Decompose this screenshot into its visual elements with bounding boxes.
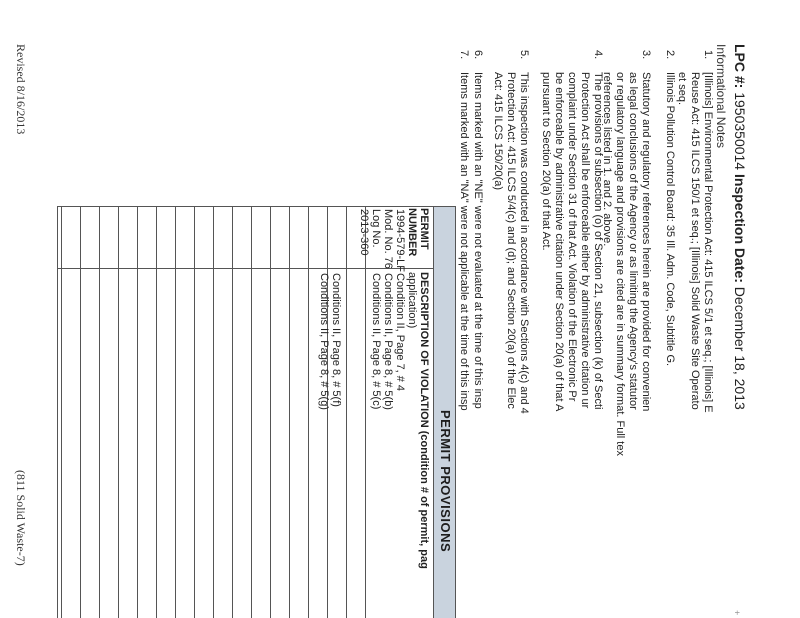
permit-number-cell: Log No. <box>370 209 382 248</box>
note-text <box>600 72 652 618</box>
permit-number-cell: 2013-360 <box>358 209 370 256</box>
table-row-rule <box>270 206 271 618</box>
note-number: 3. <box>640 50 652 60</box>
table-row-rule <box>99 206 100 618</box>
banner-top-border <box>455 206 456 618</box>
note-line: Protection Act shall be enforceable either by administrative citation ur <box>579 72 591 409</box>
description-header: DESCRIPTION OF VIOLATION (condition # of permit, pag application) <box>406 272 430 569</box>
violation-description-cell: Condition II, Page 7, # 4 <box>394 273 406 392</box>
table-row-rule <box>137 206 138 618</box>
note-line: Statutory and regulatory references herein are provided for convenien <box>640 72 652 412</box>
table-row-rule <box>118 206 119 618</box>
inspection-date-label: Inspection Date: <box>732 174 748 283</box>
note-line: references listed in 1. and 2. above. <box>601 72 613 247</box>
lpc-label: LPC #: <box>732 44 748 89</box>
violation-description-cell: Conditions II, Page 8, # 5(g) <box>318 273 330 410</box>
note-text <box>491 72 530 618</box>
note-number: 7. <box>458 50 470 60</box>
table-row-rule <box>232 206 233 618</box>
form-id: (811 Solid Waste-7) <box>14 470 28 566</box>
note-line: complaint under Section 31 of that Act. Violation of the Electronic Pr <box>566 72 578 402</box>
permit-number-cell: Mod. No. 76 <box>382 209 394 269</box>
note-line: pursuant to Section 20(a) of that Act. <box>540 72 552 251</box>
table-row-rule <box>327 206 328 618</box>
table-bottom-border <box>57 206 58 618</box>
note-number: 1. <box>702 50 714 60</box>
table-row-rule <box>61 206 62 618</box>
permit-number-header: PERMIT NUMBER <box>406 208 430 257</box>
revised-date: Revised 8/16/2013 <box>14 44 28 135</box>
inspection-date: December 18, 2013 <box>732 286 748 410</box>
violation-description-cell: Conditions II, Page 8, # 5(f) <box>330 273 342 407</box>
note-line: Reuse Act: 415 ILCS 150/1 et seq.; [Illinois] Solid Waste Site Operato <box>689 72 701 410</box>
permit-provisions-title: PERMIT PROVISIONS <box>438 410 453 553</box>
informational-notes-heading: Informational Notes <box>714 44 728 149</box>
note-text <box>471 72 484 618</box>
column-divider <box>58 268 434 269</box>
note-line: et seq. <box>676 72 688 106</box>
margin-mark: + <box>732 610 742 616</box>
note-text <box>663 72 676 618</box>
note-text <box>457 72 470 618</box>
violation-description-cell: Conditions II, Page 8, # 5(b) <box>382 273 394 410</box>
table-row-rule <box>194 206 195 618</box>
note-line: Items marked with an "NE" were not evaluated at the time of this insp <box>472 72 484 409</box>
lpc-number: 1950350014 <box>732 92 748 171</box>
note-line: as legal conclusions of the Agency or as limiting the Agency's statutor <box>627 72 639 410</box>
note-line: Act: 415 ILCS 150/20(a) <box>492 72 504 191</box>
note-text <box>539 72 604 618</box>
violation-description-cell: Conditions II, Page 8, # 5(c) <box>370 273 382 410</box>
table-row-rule <box>308 206 309 618</box>
note-line: be enforceable by administrative citation under Section 20(a) of that A <box>553 72 565 412</box>
note-line: Protection Act: 415 ILCS 5/4(c) and (d); and Section 20(a) of the Elec <box>505 72 517 409</box>
banner-bottom-border <box>433 206 434 618</box>
table-row-rule <box>365 206 366 618</box>
note-line: or regulatory language and provisions are cited are in summary format. Full tex <box>614 72 626 456</box>
table-row-rule <box>251 206 252 618</box>
table-row-rule <box>175 206 176 618</box>
note-line: The provisions of subsection (o) of Section 21, subsection (k) of Secti <box>592 72 604 410</box>
table-row-rule <box>80 206 81 618</box>
table-row-rule <box>213 206 214 618</box>
note-line: Items marked with an "NA" were not applicable at the time of this insp <box>458 72 470 411</box>
note-number: 4. <box>592 50 604 60</box>
note-text <box>675 72 714 618</box>
note-line: [Illinois] Environmental Protection Act: 415 ILCS 5/1 et seq.; [Illinois] E <box>702 72 714 413</box>
table-row-rule <box>289 206 290 618</box>
note-line: This inspection was conducted in accordance with Sections 4(c) and 4 <box>518 72 530 414</box>
table-row-rule <box>346 206 347 618</box>
table-row-rule <box>156 206 157 618</box>
permit-number-cell: 1994-579-LF <box>394 209 406 272</box>
note-number: 5. <box>518 50 530 60</box>
note-number: 2. <box>664 50 676 60</box>
note-number: 6. <box>472 50 484 60</box>
note-line: Illinois Pollution Control Board: 35 Ill. Adm. Code, Subtitle G. <box>664 72 676 367</box>
report-header <box>732 44 748 410</box>
